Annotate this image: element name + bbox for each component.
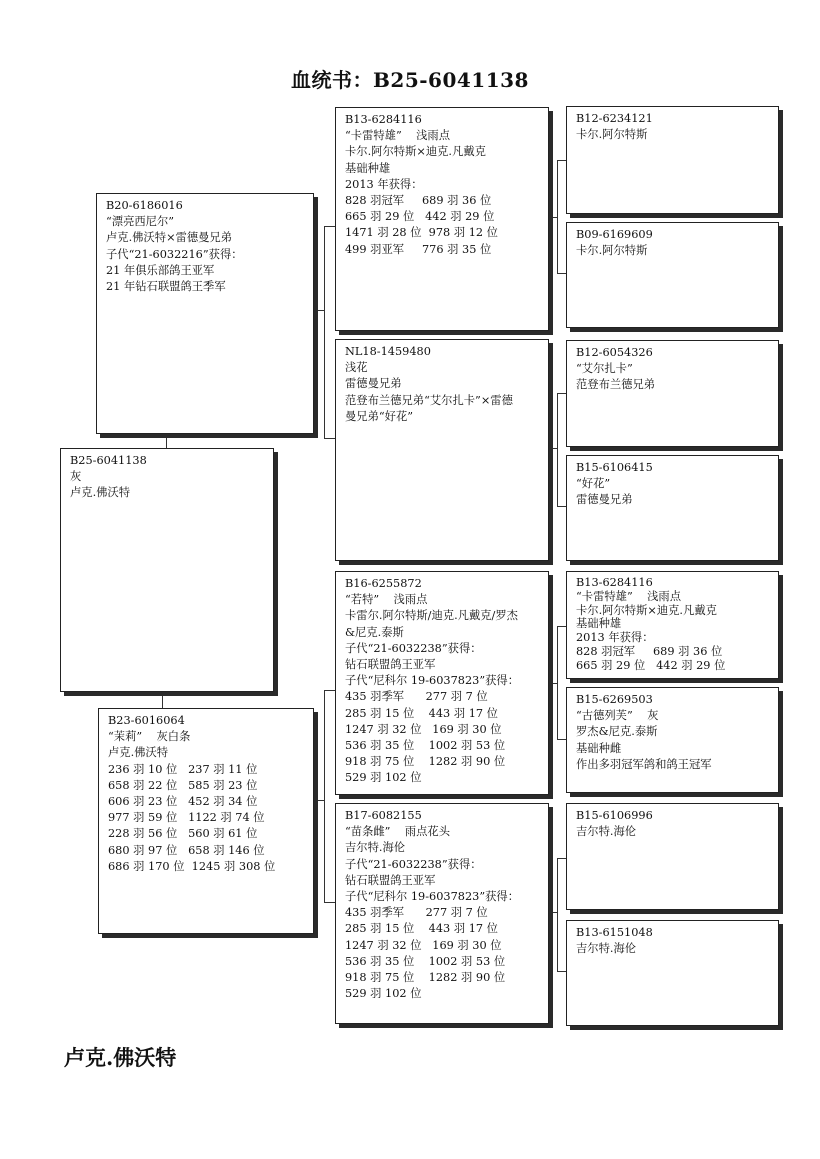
connector (557, 626, 566, 627)
connector (324, 438, 335, 439)
pedigree-box-sds: B12-6054326 “艾尔扎卡” 范登布兰德兄弟 (566, 340, 779, 447)
pedigree-box-sire: B20-6186016 “漂亮西尼尔” 卢克.佛沃特×雷德曼兄弟 子代“21-6032216”获得： 21 年俱乐部鸽王亚军 21 年钻石联盟鸽王季军 (96, 193, 314, 434)
connector (324, 690, 325, 902)
pedigree-box-sire-sire: B13-6284116 “卡雷特雄” 浅雨点 卡尔.阿尔特斯×迪克.凡戴克 基础种雄 2013 年获得： 828 羽冠军 689 羽 36 位 665 羽 29 位 442 羽 29 位 1471 羽 28 位 978 羽 12 位 499 羽亚军 776 羽 35 位 (335, 107, 549, 331)
connector (557, 160, 558, 273)
pedigree-box-dam-dam: B17-6082155 “苗条雌” 雨点花头 吉尔特.海伦 子代“21-6032238”获得： 钻石联盟鸽王亚军 子代“尼科尔 19-6037823”获得： 435 羽季军 277 羽 7 位 285 羽 15 位 443 羽 17 位 1247 羽 32 位 169 羽 30 位 536 羽 35 位 1002 羽 53 位 918 羽 75 位 1282 羽 90 位 529 羽 102 位 (335, 803, 549, 1024)
pedigree-box-dam-sire: B16-6255872 “若特” 浅雨点 卡雷尔.阿尔特斯/迪克.凡戴克/罗杰 &尼克.泰斯 子代“21-6032238”获得： 钻石联盟鸽王亚军 子代“尼科尔 19-6037823”获得： 435 羽季军 277 羽 7 位 285 羽 15 位 443 羽 17 位 1247 羽 32 位 169 羽 30 位 536 羽 35 位 1002 羽 53 位 918 羽 75 位 1282 羽 90 位 529 羽 102 位 (335, 571, 549, 795)
connector (166, 434, 167, 448)
connector (324, 902, 335, 903)
connector (549, 217, 557, 218)
pedigree-box-subject: B25-6041138 灰 卢克.佛沃特 (60, 448, 274, 692)
connector (162, 692, 163, 708)
connector (549, 448, 557, 449)
page-title: 血统书：B25-6041138 (291, 68, 529, 92)
connector (557, 393, 558, 506)
connector (324, 226, 325, 438)
connector (557, 626, 558, 739)
pedigree-box-sss: B12-6234121 卡尔.阿尔特斯 (566, 106, 779, 214)
connector (557, 858, 566, 859)
connector (557, 273, 566, 274)
connector (314, 310, 324, 311)
connector (549, 683, 557, 684)
pedigree-box-ssd: B09-6169609 卡尔.阿尔特斯 (566, 222, 779, 328)
pedigree-box-sdd: B15-6106415 “好花” 雷德曼兄弟 (566, 455, 779, 561)
pedigree-box-sire-dam: NL18-1459480 浅花 雷德曼兄弟 范登布兰德兄弟“艾尔扎卡”×雷德 曼兄弟“好花” (335, 339, 549, 561)
connector (324, 690, 335, 691)
connector (549, 912, 557, 913)
pedigree-box-dam: B23-6016064 “茉莉” 灰白条 卢克.佛沃特 236 羽 10 位 237 羽 11 位 658 羽 22 位 585 羽 23 位 606 羽 23 位 452 羽 34 位 977 羽 59 位 1122 羽 74 位 228 羽 56 位 560 羽 61 位 680 羽 97 位 658 羽 146 位 686 羽 170 位 1245 羽 308 位 (98, 708, 314, 934)
connector (324, 226, 335, 227)
connector (557, 506, 566, 507)
connector (557, 393, 566, 394)
connector (557, 739, 566, 740)
connector (557, 160, 566, 161)
pedigree-box-dss: B13-6284116 “卡雷特雄” 浅雨点 卡尔.阿尔特斯×迪克.凡戴克 基础种雄 2013 年获得： 828 羽冠军 689 羽 36 位 665 羽 29 位 442 羽 29 位 (566, 571, 779, 679)
connector (314, 800, 324, 801)
connector (557, 858, 558, 971)
footer-owner-name: 卢克.佛沃特 (64, 1045, 177, 1070)
connector (557, 971, 566, 972)
pedigree-box-dds: B15-6106996 吉尔特.海伦 (566, 803, 779, 910)
pedigree-box-dsd: B15-6269503 “古德列芙” 灰 罗杰&尼克.泰斯 基础种雌 作出多羽冠军鸽和鸽王冠军 (566, 687, 779, 793)
pedigree-box-ddd: B13-6151048 吉尔特.海伦 (566, 920, 779, 1026)
